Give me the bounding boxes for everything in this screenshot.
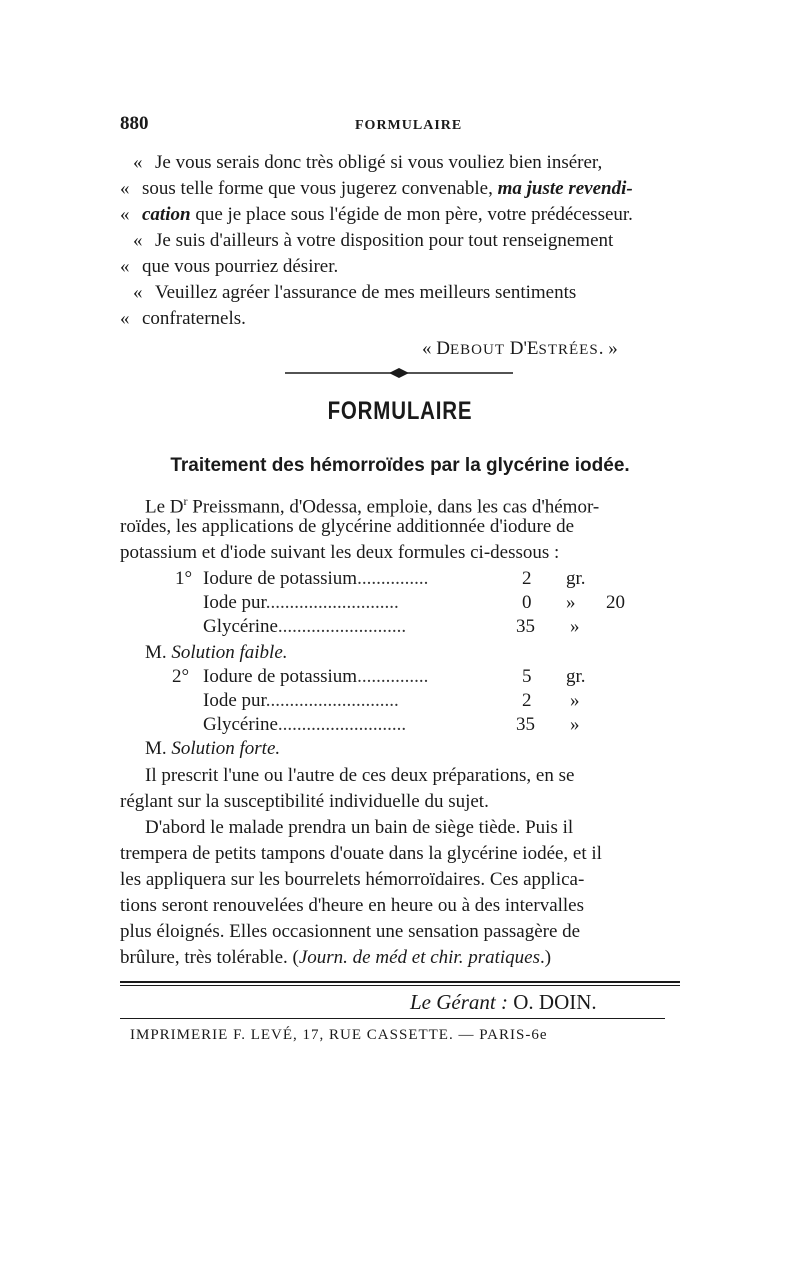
body-line: Il prescrit l'une ou l'autre de ces deux préparations, en se — [145, 765, 575, 786]
formula-number: 2° — [172, 666, 190, 687]
formula-row: Iodure de potassium............... — [203, 666, 429, 687]
formula-row: Iodure de potassium............... — [203, 568, 429, 589]
formula-qty: 2 — [522, 568, 532, 589]
intro-line: Le $D^r$ Preissmann, d'Odessa, emploie, dans les cas d'hémor- — [145, 494, 600, 518]
formula-qty: 2 — [522, 690, 532, 711]
formula-unit: » — [570, 714, 580, 735]
intro-line: roïdes, les applications de glycérine additionnée d'iodure de — [120, 516, 574, 537]
imprint-line: IMPRIMERIE F. LEVÉ, 17, RUE CASSETTE. — PARIS-6e — [130, 1027, 548, 1043]
formula-unit: » — [566, 592, 576, 613]
page-number: 880 — [120, 113, 149, 134]
body-line: D'abord le malade prendra un bain de siège tiède. Puis il — [145, 817, 574, 838]
formula-mixture-label: M. Solution faible. — [145, 642, 288, 663]
letter-line: « Veuillez agréer l'assurance de mes meilleurs sentiments — [133, 282, 577, 303]
intro-line: potassium et d'iode suivant les deux formules ci-dessous : — [120, 542, 560, 563]
ornament-rule — [285, 366, 513, 380]
letter-line: « cation que je place sous l'égide de mon père, votre prédécesseur. — [120, 204, 633, 225]
letter-line: « Je suis d'ailleurs à votre disposition pour tout renseignement — [133, 230, 614, 251]
letter-line: « confraternels. — [120, 308, 246, 329]
letter-line: « que vous pourriez désirer. — [120, 256, 339, 277]
footer-rule — [120, 1018, 665, 1019]
body-line: réglant sur la susceptibilité individuelle du sujet. — [120, 791, 489, 812]
formula-qty: 0 — [522, 592, 532, 613]
letter-line: « sous telle forme que vous jugerez convenable, ma juste revendi- — [120, 178, 633, 199]
formula-qty: 35 — [516, 616, 535, 637]
body-line: brûlure, très tolérable. (Journ. de méd et chir. pratiques.) — [120, 947, 552, 968]
formula-qty: 5 — [522, 666, 532, 687]
footer-rule — [120, 981, 680, 983]
formula-number: 1° — [175, 568, 193, 589]
formula-unit: » — [570, 616, 580, 637]
formula-qty: 35 — [516, 714, 535, 735]
formula-row: Glycérine........................... — [203, 714, 407, 735]
formula-mixture-label: M. Solution forte. — [145, 738, 281, 759]
formula-row: Glycérine........................... — [203, 616, 407, 637]
body-line: les appliquera sur les bourrelets hémorroïdaires. Ces applica- — [120, 869, 585, 890]
formula-unit: gr. — [566, 666, 586, 687]
section-title: FORMULAIRE — [327, 397, 473, 425]
body-line: tions seront renouvelées d'heure en heure ou à des intervalles — [120, 895, 585, 916]
body-line: trempera de petits tampons d'ouate dans la glycérine iodée, et il — [120, 843, 602, 864]
formula-row: Iode pur............................ — [203, 592, 399, 613]
letter-line: « Je vous serais donc très obligé si vous vouliez bien insérer, — [133, 152, 603, 173]
running-title: FORMULAIRE — [355, 118, 463, 133]
formula-unit: » — [570, 690, 580, 711]
formula-unit: gr. — [566, 568, 586, 589]
letter-signature: « DEBOUT D'ESTRÉES. » — [422, 338, 618, 359]
formula-row: Iode pur............................ — [203, 690, 399, 711]
gerant-line: Le Gérant : O. DOIN. — [410, 990, 597, 1014]
body-line: plus éloignés. Elles occasionnent une sensation passagère de — [120, 921, 581, 942]
article-title: Traitement des hémorroïdes par la glycérine iodée. — [170, 455, 630, 476]
formula-extra: 20 — [606, 592, 625, 613]
footer-rule — [120, 985, 680, 986]
